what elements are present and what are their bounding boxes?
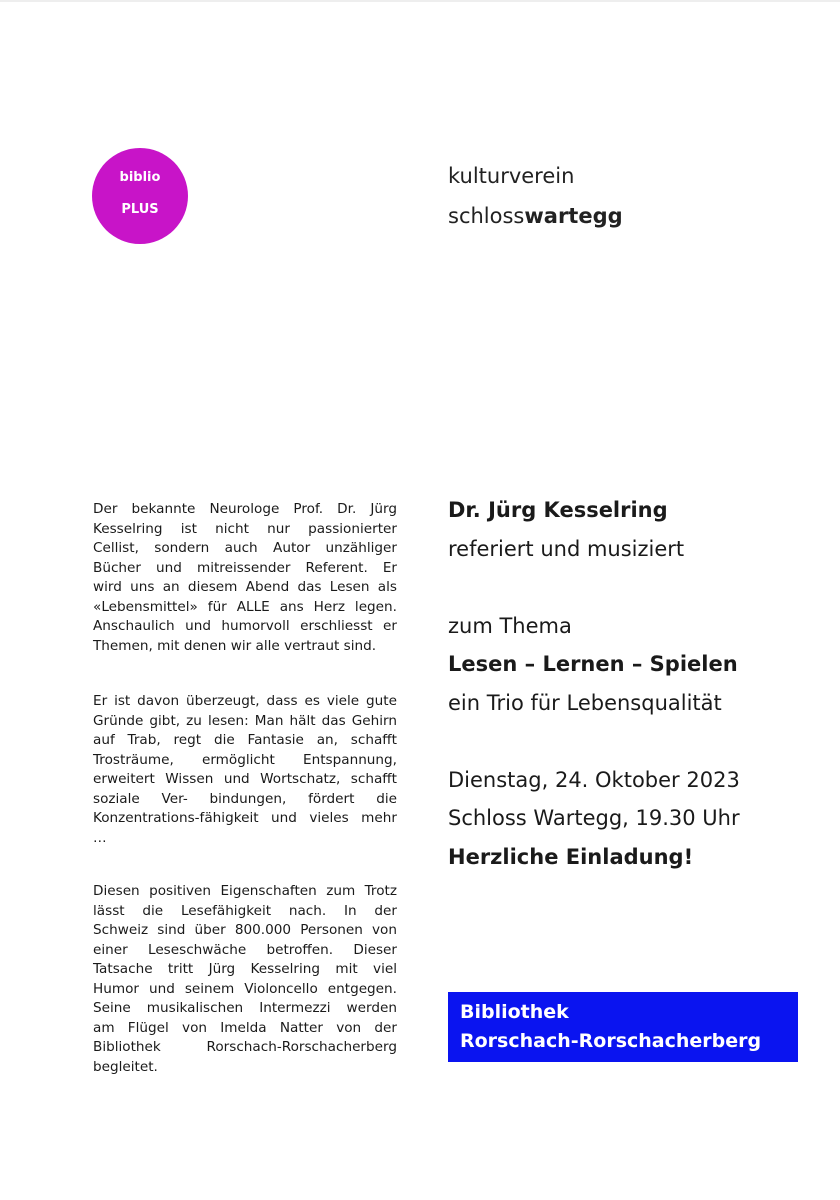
speaker-name: Dr. Jürg Kesselring — [448, 498, 668, 522]
text-line: auf Trab, regt die Fantasie an, schafft — [93, 732, 397, 748]
text-line: einer Leseschwäche betroffen. Dieser — [93, 941, 397, 958]
intro-paragraph — [93, 500, 397, 656]
speaker-activity: referiert und musiziert — [448, 537, 685, 561]
organizer-name — [448, 156, 623, 236]
text-line: Themen, mit denen wir alle vertraut sind. — [93, 637, 377, 654]
organizer-bold: wartegg — [524, 204, 623, 228]
text-line: Konzentrations-fähigkeit und vieles mehr — [93, 810, 397, 826]
text-line: Anschaulich und humorvoll erschliesst er — [93, 618, 397, 634]
text-line: Diesen positiven Eigenschaften zum Trotz — [93, 883, 397, 899]
organizer-line-1: kulturverein — [448, 164, 575, 188]
event-place-time: Schloss Wartegg, 19.30 Uhr — [448, 806, 740, 830]
topic-title: Lesen – Lernen – Spielen — [448, 652, 738, 676]
text-line: erweitert Wissen und Wortschatz, schafft — [93, 771, 397, 787]
text-line: Cellist, sondern auch Autor unzähliger — [93, 540, 397, 556]
library-line-2: Rorschach-Rorschacherberg — [460, 1030, 762, 1052]
text-line: wird uns an diesem Abend das Lesen als — [93, 579, 397, 595]
text-line: Bibliothek Rorschach-Rorschacherberg — [93, 1039, 397, 1055]
topic-subtitle: ein Trio für Lebensqualität — [448, 691, 722, 715]
biblioplus-logo — [92, 148, 188, 244]
text-line: «Lebensmittel» für ALLE ans Herz legen. — [93, 598, 397, 615]
event-date: Dienstag, 24. Oktober 2023 — [448, 768, 740, 792]
text-line: Kesselring ist nicht nur passionierter — [93, 520, 397, 537]
top-divider — [0, 0, 840, 2]
text-line: lässt die Lesefähigkeit nach. In der — [93, 902, 397, 919]
library-line-1: Bibliothek — [460, 1001, 569, 1023]
text-line: Seine musikalischen Intermezzi werden — [93, 1000, 397, 1016]
text-line: Humor und seinem Violoncello entgegen. — [93, 980, 397, 997]
logo-line-2: PLUS — [121, 202, 159, 217]
text-line: Der bekannte Neurologe Prof. Dr. Jürg — [93, 501, 397, 517]
text-line: Schweiz sind über 800.000 Personen von — [93, 922, 397, 938]
organizer-light: schloss — [448, 204, 525, 228]
topic-intro: zum Thema — [448, 614, 572, 638]
organizer-line-2 — [448, 196, 623, 236]
logo-line-1: biblio — [119, 170, 161, 185]
text-line: Trosträume, ermöglicht Entspannung, — [93, 751, 397, 768]
reading-weakness-paragraph — [93, 882, 397, 1077]
text-line: soziale Ver- bindungen, fördert die — [93, 790, 397, 807]
library-banner — [448, 992, 798, 1062]
text-line: Tatsache tritt Jürg Kesselring mit viel — [93, 961, 397, 977]
text-line: … — [93, 829, 107, 846]
text-line: Er ist davon überzeugt, dass es viele gute — [93, 693, 397, 709]
text-line: begleitet. — [93, 1058, 158, 1075]
text-line: Bücher und mitreissender Referent. Er — [93, 559, 397, 576]
text-line: Gründe gibt, zu lesen: Man hält das Gehirn — [93, 712, 397, 729]
invitation-text: Herzliche Einladung! — [448, 845, 694, 869]
text-line: am Flügel von Imelda Natter von der — [93, 1019, 397, 1036]
reasons-paragraph — [93, 692, 397, 848]
